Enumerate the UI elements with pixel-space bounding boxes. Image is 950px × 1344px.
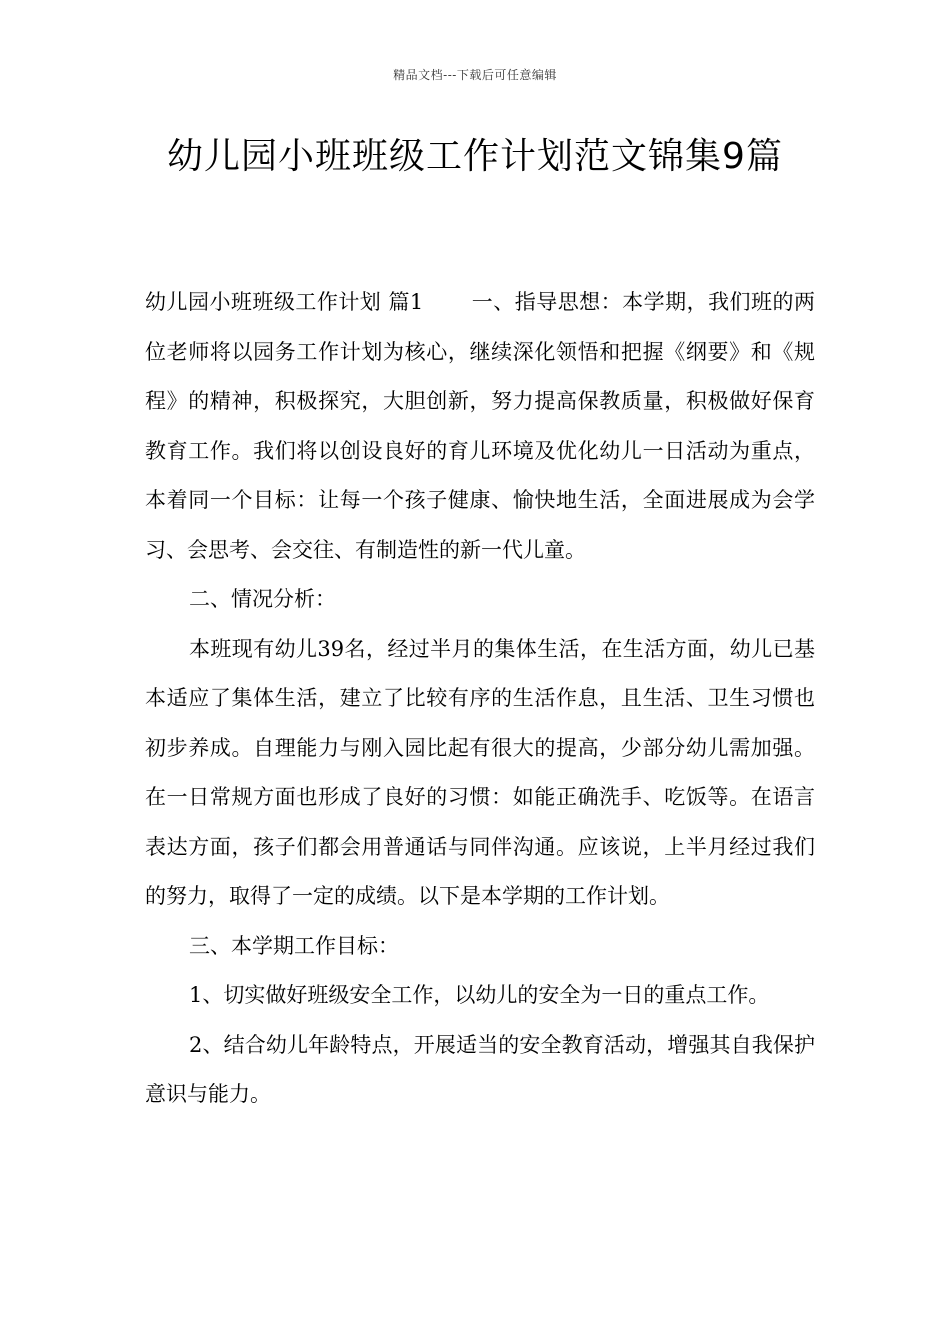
document-body (145, 278, 815, 1120)
header-note: 精品文档---下载后可任意编辑 (393, 68, 557, 82)
paragraph-goal-2: 2、结合幼儿年龄特点，开展适当的安全教育活动，增强其自我保护意识与能力。 (145, 1032, 815, 1106)
paragraph-goals-heading: 三、本学期工作目标： (189, 933, 399, 958)
paragraph-text: 一、指导思想：本学期，我们班的两位老师将以园务工作计划为核心，继续深化领悟和把握《纲要》和《规程》的精神，积极探究，大胆创新，努力提高保教质量，积极做好保育教育工作。我们将以创设良好的育儿环境及优化幼儿一日活动为重点，本着同一个目标：让每一个孩子健康、愉快地生活，全面进展成为会学习、会思考、会交往、有制造性的新一代儿童。 (145, 290, 815, 562)
paragraph-guiding-thought (145, 278, 815, 575)
section-heading: 幼儿园小班班级工作计划 篇1 (145, 290, 424, 314)
paragraph-situation-heading: 二、情况分析： (189, 587, 336, 611)
paragraph-situation-analysis: 本班现有幼儿39名，经过半月的集体生活，在生活方面，幼儿已基本适应了集体生活，建立了比较有序的生活作息，且生活、卫生习惯也初步养成。自理能力与刚入园比起有很大的提高，少部分幼儿需加强。在一日常规方面也形成了良好的习惯：如能正确洗手、吃饭等。在语言表达方面，孩子们都会用普通话与同伴沟通。应该说，上半月经过我们的努力，取得了一定的成绩。以下是本学期的工作计划。 (145, 636, 815, 908)
paragraph-goal-1: 1、切实做好班级安全工作，以幼儿的安全为一日的重点工作。 (189, 983, 770, 1007)
document-title: 幼儿园小班班级工作计划范文锦集9篇 (167, 136, 783, 177)
